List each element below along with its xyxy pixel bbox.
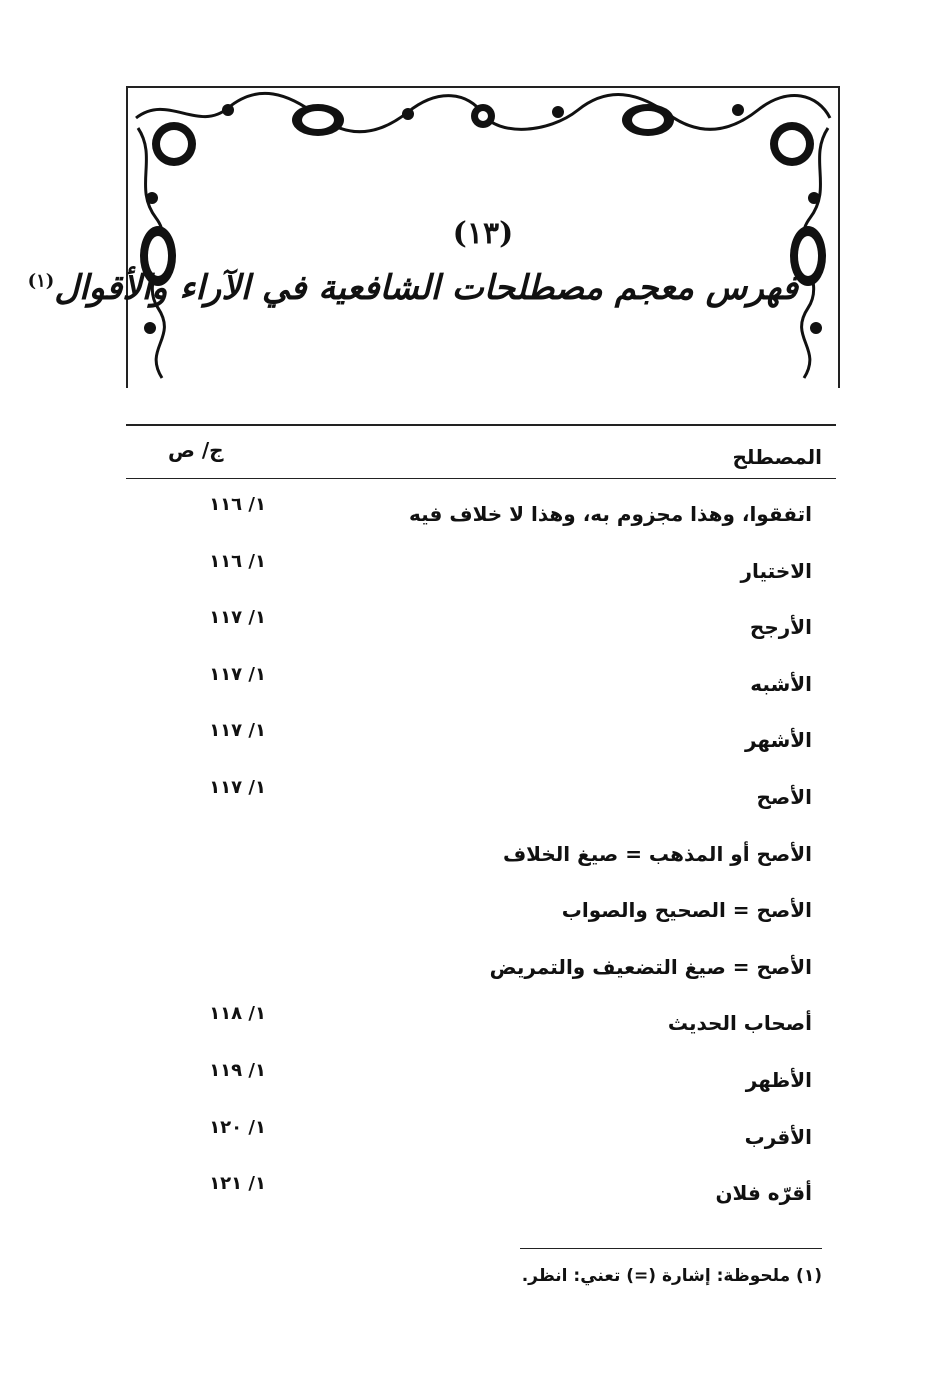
table-row	[126, 1173, 836, 1230]
volume-page-ref: ١/ ١١٦	[209, 494, 266, 515]
chapter-number: (١٣)	[452, 216, 514, 251]
footnote: (١) ملحوظة: إشارة (=) تعني: انظر.	[521, 1266, 822, 1286]
term: الأصح = صيغ التضعيف والتمريض	[489, 954, 812, 979]
table-top-rule	[126, 424, 836, 426]
ornamental-frame	[27, 86, 840, 388]
term: الأصح = الصحيح والصواب	[561, 898, 812, 923]
term: أقرّه فلان	[715, 1181, 812, 1206]
table-row	[126, 720, 836, 777]
volume-page-ref: ١/ ١١٨	[209, 1003, 266, 1025]
term: الأشبه	[750, 671, 812, 696]
term: الأشهر	[744, 728, 812, 753]
volume-page-ref: ١/ ١١٧	[209, 720, 266, 742]
column-header-term: المصطلح	[732, 445, 822, 469]
term: الأرجح	[749, 615, 812, 640]
table-row	[126, 494, 836, 551]
table-row	[126, 664, 836, 721]
table-row	[126, 890, 836, 947]
table-row	[126, 777, 836, 834]
term: الأصح	[756, 784, 812, 809]
term: اتفقوا، وهذا مجزوم به، وهذا لا خلاف فيه	[409, 502, 812, 526]
volume-page-ref: ١/ ١١٦	[209, 550, 266, 572]
title-footnote-marker: (١)	[27, 270, 55, 292]
terms-table	[126, 494, 836, 1230]
table-row	[126, 1117, 836, 1174]
table-row	[126, 834, 836, 891]
footnote-rule	[520, 1248, 822, 1249]
table-row	[126, 551, 836, 608]
term: الأصح أو المذهب = صيغ الخلاف	[502, 841, 812, 866]
volume-page-ref: ١/ ١١٧	[209, 663, 266, 685]
volume-page-ref: ١/ ١١٧	[209, 607, 266, 629]
table-header-rule	[126, 478, 836, 479]
volume-page-ref: ١/ ١١٧	[209, 776, 266, 798]
table-row	[126, 1060, 836, 1117]
column-header-reference: ج/ ص	[168, 438, 224, 462]
page-title	[27, 268, 798, 308]
term: الأقرب	[744, 1124, 812, 1149]
term: الاختيار	[740, 558, 812, 583]
table-row	[126, 1003, 836, 1060]
term: الأظهر	[745, 1067, 812, 1092]
volume-page-ref: ١/ ١٢١	[209, 1173, 266, 1195]
volume-page-ref: ١/ ١٢٠	[209, 1116, 266, 1138]
page-title-text: فهرس معجم مصطلحات الشافعية في الآراء والأقوال	[54, 268, 798, 308]
term: أصحاب الحديث	[667, 1011, 812, 1036]
volume-page-ref: ١/ ١١٩	[209, 1059, 266, 1081]
table-row	[126, 947, 836, 1004]
table-row	[126, 607, 836, 664]
